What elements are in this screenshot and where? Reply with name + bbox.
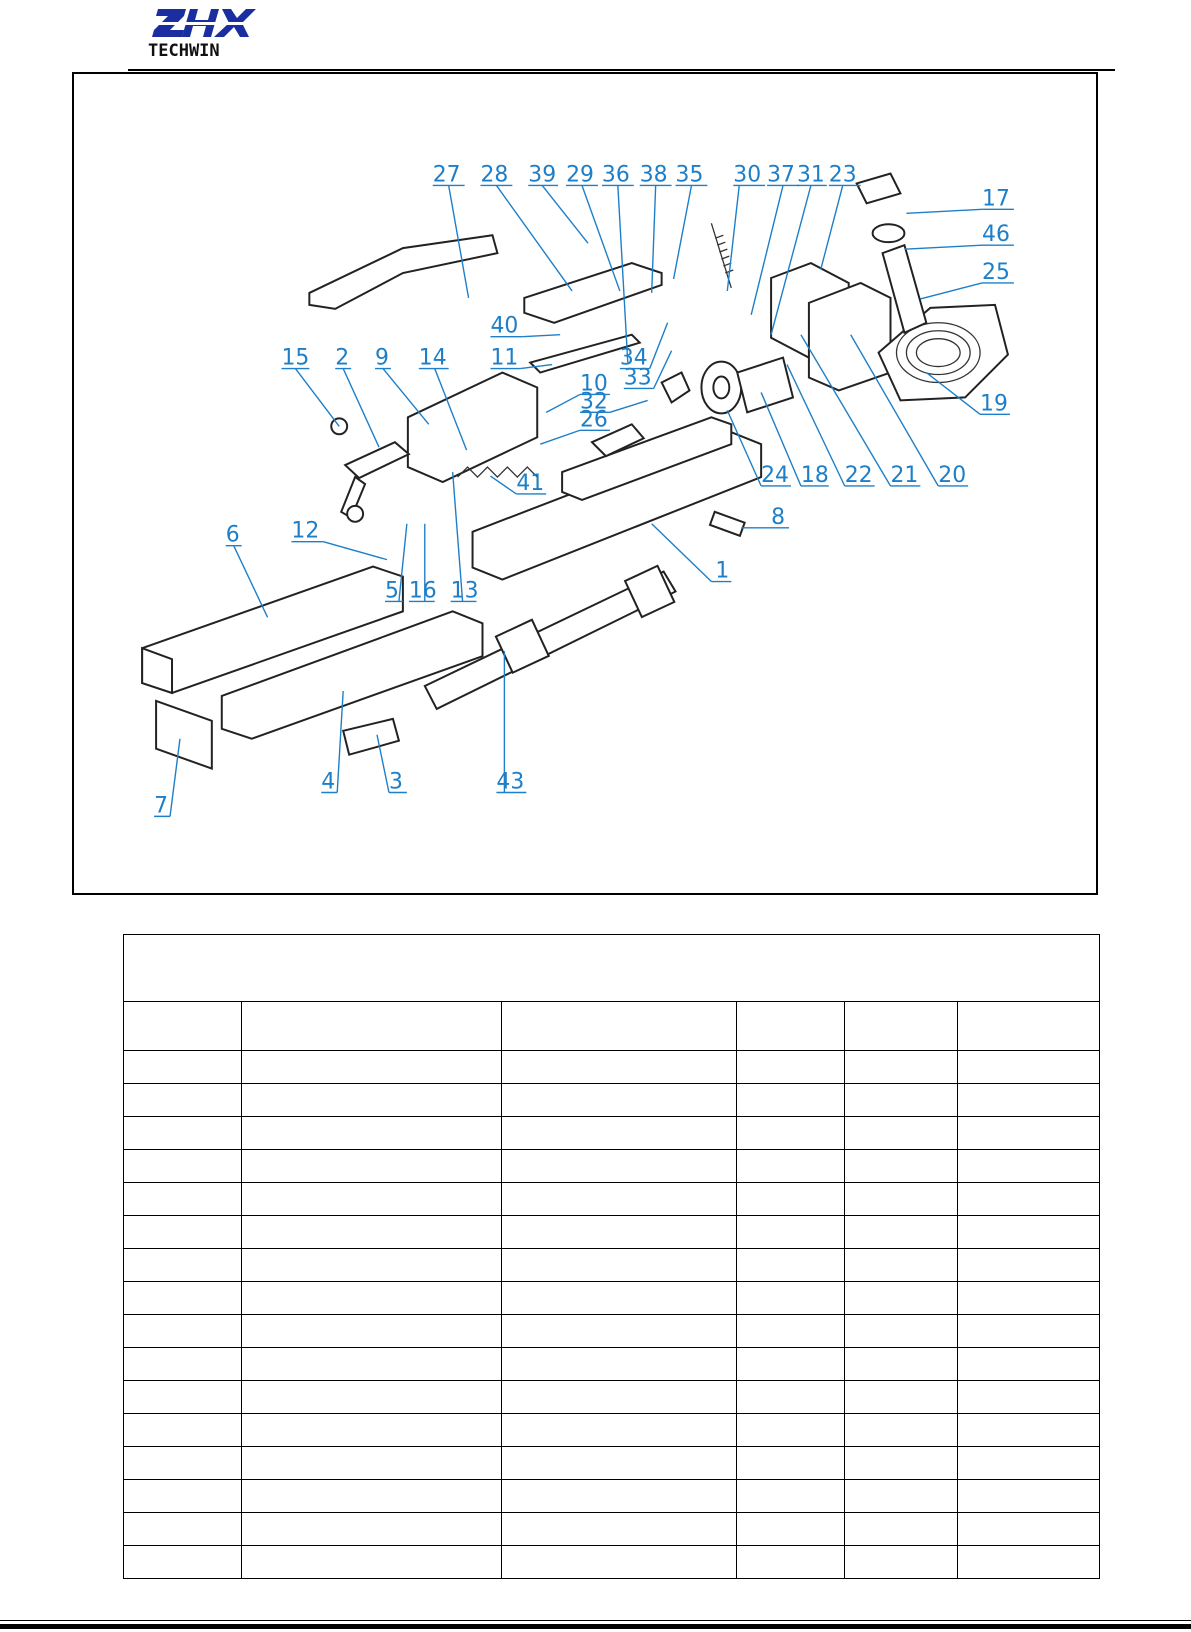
table-row bbox=[124, 1381, 1100, 1414]
table-body bbox=[124, 1051, 1100, 1579]
callout-8: 8 bbox=[771, 504, 786, 530]
exploded-view-drawing bbox=[74, 74, 1096, 893]
table-cell bbox=[124, 1216, 242, 1249]
table-cell bbox=[845, 1480, 958, 1513]
table-cell bbox=[502, 1447, 737, 1480]
table-row bbox=[124, 1084, 1100, 1117]
table-cell bbox=[502, 1282, 737, 1315]
table-cell bbox=[124, 1447, 242, 1480]
table-row bbox=[124, 1480, 1100, 1513]
callout-22: 22 bbox=[844, 463, 873, 489]
table-cell bbox=[502, 1414, 737, 1447]
table-cell bbox=[845, 1249, 958, 1282]
table-cell bbox=[958, 1249, 1100, 1282]
table-cell bbox=[845, 1348, 958, 1381]
table-cell bbox=[502, 1183, 737, 1216]
table-cell bbox=[845, 1512, 958, 1545]
table-cell bbox=[845, 1084, 958, 1117]
table-cell bbox=[958, 1183, 1100, 1216]
callout-14: 14 bbox=[418, 345, 447, 371]
callout-20: 20 bbox=[938, 463, 967, 489]
table-cell bbox=[845, 1216, 958, 1249]
table-cell bbox=[502, 1348, 737, 1381]
table-header-cell bbox=[242, 1001, 502, 1050]
callout-9: 9 bbox=[375, 345, 389, 371]
table-cell bbox=[737, 1150, 845, 1183]
table-cell bbox=[502, 1512, 737, 1545]
callout-21: 21 bbox=[890, 463, 919, 489]
table-cell bbox=[242, 1315, 502, 1348]
footer-rule-thin bbox=[0, 1620, 1191, 1621]
table-cell bbox=[737, 1183, 845, 1216]
table-caption-row bbox=[124, 935, 1100, 1002]
table-header-cell bbox=[845, 1001, 958, 1050]
callout-28: 28 bbox=[480, 162, 509, 188]
table-cell bbox=[502, 1216, 737, 1249]
callout-17: 17 bbox=[982, 186, 1010, 212]
table-cell bbox=[242, 1249, 502, 1282]
table-cell bbox=[124, 1117, 242, 1150]
table-cell bbox=[958, 1480, 1100, 1513]
callout-15: 15 bbox=[281, 345, 310, 371]
table-cell bbox=[124, 1381, 242, 1414]
table-cell bbox=[958, 1414, 1100, 1447]
company-logo bbox=[148, 4, 268, 62]
table-cell bbox=[242, 1381, 502, 1414]
callout-40: 40 bbox=[490, 313, 519, 339]
callout-32: 32 bbox=[580, 389, 608, 415]
callout-12: 12 bbox=[291, 518, 320, 544]
table-cell bbox=[737, 1117, 845, 1150]
callout-2: 2 bbox=[335, 345, 350, 371]
table-cell bbox=[502, 1117, 737, 1150]
table-row bbox=[124, 1249, 1100, 1282]
table-cell bbox=[242, 1150, 502, 1183]
table-cell bbox=[737, 1282, 845, 1315]
table-cell bbox=[958, 1282, 1100, 1315]
table-cell bbox=[124, 1545, 242, 1578]
part-lines bbox=[142, 174, 1008, 769]
callout-26: 26 bbox=[580, 407, 608, 433]
table-cell bbox=[502, 1150, 737, 1183]
callout-31: 31 bbox=[796, 162, 825, 188]
table-header-cell bbox=[502, 1001, 737, 1050]
table-cell bbox=[958, 1348, 1100, 1381]
table-cell bbox=[958, 1447, 1100, 1480]
table-cell bbox=[502, 1381, 737, 1414]
callout-29: 29 bbox=[566, 162, 594, 188]
table-cell bbox=[124, 1183, 242, 1216]
table-cell bbox=[242, 1480, 502, 1513]
footer-rule bbox=[0, 1624, 1191, 1629]
callout-5: 5 bbox=[384, 578, 399, 604]
table-cell bbox=[242, 1545, 502, 1578]
table-cell bbox=[502, 1051, 737, 1084]
table-cell bbox=[958, 1545, 1100, 1578]
table-row bbox=[124, 1282, 1100, 1315]
table-cell bbox=[242, 1117, 502, 1150]
callout-10: 10 bbox=[580, 371, 608, 397]
callout-18: 18 bbox=[800, 463, 829, 489]
parts-list-table bbox=[123, 934, 1100, 1579]
callout-24: 24 bbox=[761, 463, 789, 489]
table-cell bbox=[845, 1381, 958, 1414]
table-row bbox=[124, 1348, 1100, 1381]
table-cell bbox=[845, 1414, 958, 1447]
table-row bbox=[124, 1315, 1100, 1348]
table-cell bbox=[124, 1348, 242, 1381]
table-cell bbox=[737, 1545, 845, 1578]
header-rule bbox=[128, 69, 1115, 71]
exploded-view-frame bbox=[72, 72, 1098, 895]
table-cell bbox=[958, 1512, 1100, 1545]
table-header-cell bbox=[958, 1001, 1100, 1050]
callout-13: 13 bbox=[450, 578, 479, 604]
callout-36: 36 bbox=[601, 162, 630, 188]
callout-7: 7 bbox=[154, 793, 169, 819]
table-cell bbox=[737, 1315, 845, 1348]
table-cell bbox=[958, 1084, 1100, 1117]
table-cell bbox=[958, 1381, 1100, 1414]
table-cell bbox=[124, 1480, 242, 1513]
table-cell bbox=[958, 1315, 1100, 1348]
callout-34: 34 bbox=[619, 345, 648, 371]
callout-30: 30 bbox=[733, 162, 762, 188]
table-cell bbox=[124, 1282, 242, 1315]
table-cell bbox=[737, 1512, 845, 1545]
table-cell bbox=[737, 1084, 845, 1117]
table-cell bbox=[958, 1216, 1100, 1249]
table-cell bbox=[242, 1051, 502, 1084]
table-cell bbox=[845, 1150, 958, 1183]
table-row bbox=[124, 1117, 1100, 1150]
table-cell bbox=[845, 1183, 958, 1216]
table-row bbox=[124, 1216, 1100, 1249]
table-cell bbox=[242, 1216, 502, 1249]
table-caption bbox=[124, 935, 1100, 1002]
table-cell bbox=[845, 1051, 958, 1084]
table-cell bbox=[242, 1414, 502, 1447]
callout-39: 39 bbox=[528, 162, 557, 188]
table-cell bbox=[958, 1150, 1100, 1183]
table-header-row bbox=[124, 1001, 1100, 1050]
table-cell bbox=[737, 1348, 845, 1381]
table-cell bbox=[242, 1183, 502, 1216]
table-row bbox=[124, 1414, 1100, 1447]
table-cell bbox=[502, 1315, 737, 1348]
table-cell bbox=[242, 1447, 502, 1480]
callout-16: 16 bbox=[408, 578, 437, 604]
table-cell bbox=[242, 1512, 502, 1545]
table-cell bbox=[242, 1084, 502, 1117]
table-cell bbox=[242, 1282, 502, 1315]
table-row bbox=[124, 1545, 1100, 1578]
callout-1: 1 bbox=[715, 558, 730, 584]
table-cell bbox=[845, 1545, 958, 1578]
callout-43: 43 bbox=[496, 769, 525, 795]
callout-33: 33 bbox=[623, 365, 652, 391]
callout-37: 37 bbox=[767, 162, 795, 188]
callout-23: 23 bbox=[828, 162, 857, 188]
table-row bbox=[124, 1150, 1100, 1183]
callout-38: 38 bbox=[639, 162, 668, 188]
callout-3: 3 bbox=[388, 769, 403, 795]
table-cell bbox=[124, 1249, 242, 1282]
table-cell bbox=[958, 1117, 1100, 1150]
table-cell bbox=[845, 1447, 958, 1480]
table-cell bbox=[124, 1512, 242, 1545]
table-cell bbox=[124, 1414, 242, 1447]
table-row bbox=[124, 1183, 1100, 1216]
table-cell bbox=[845, 1117, 958, 1150]
table-cell bbox=[124, 1315, 242, 1348]
table-cell bbox=[737, 1414, 845, 1447]
callout-6: 6 bbox=[225, 522, 240, 548]
table-row bbox=[124, 1447, 1100, 1480]
table-cell bbox=[737, 1216, 845, 1249]
callout-4: 4 bbox=[321, 769, 336, 795]
table-cell bbox=[502, 1480, 737, 1513]
table-header-cell bbox=[737, 1001, 845, 1050]
callout-11: 11 bbox=[490, 345, 519, 371]
table-cell bbox=[958, 1051, 1100, 1084]
callout-35: 35 bbox=[675, 162, 704, 188]
table-header-cell bbox=[124, 1001, 242, 1050]
logo-text: TECHWIN bbox=[148, 41, 220, 61]
table-cell bbox=[737, 1480, 845, 1513]
table-cell bbox=[737, 1249, 845, 1282]
table-cell bbox=[737, 1381, 845, 1414]
table-cell bbox=[124, 1051, 242, 1084]
callout-41: 41 bbox=[516, 470, 545, 496]
table-row bbox=[124, 1512, 1100, 1545]
table-cell bbox=[845, 1282, 958, 1315]
callout-25: 25 bbox=[982, 259, 1010, 285]
callout-46: 46 bbox=[982, 222, 1010, 248]
table-cell bbox=[502, 1249, 737, 1282]
table-cell bbox=[737, 1447, 845, 1480]
table-cell bbox=[845, 1315, 958, 1348]
table-cell bbox=[502, 1545, 737, 1578]
table-cell bbox=[124, 1084, 242, 1117]
table-cell bbox=[502, 1084, 737, 1117]
callout-27: 27 bbox=[432, 162, 461, 188]
table-row bbox=[124, 1051, 1100, 1084]
callout-19: 19 bbox=[980, 391, 1008, 417]
table-cell bbox=[737, 1051, 845, 1084]
table-cell bbox=[124, 1150, 242, 1183]
table-cell bbox=[242, 1348, 502, 1381]
